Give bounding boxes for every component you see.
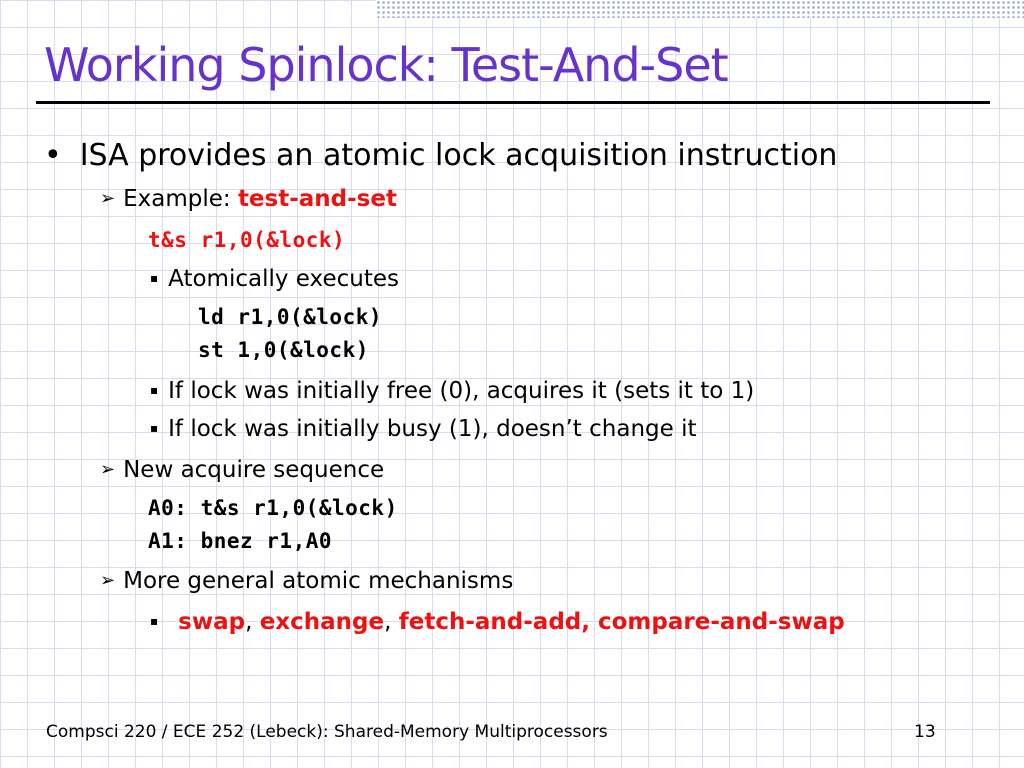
bullet-isa — [44, 138, 837, 173]
page-number: 13 — [914, 722, 936, 742]
atomically-text: Atomically executes — [168, 266, 399, 292]
code-st: st 1,0(&lock) — [198, 338, 369, 362]
mech-swap: swap — [178, 609, 246, 635]
free-text: If lock was initially free (0), acquires it (sets it to 1) — [168, 378, 755, 404]
busy-text: If lock was initially busy (1), doesn’t change it — [168, 416, 697, 442]
example-prefix: Example: — [123, 186, 238, 212]
sub-bullet-new-acquire — [100, 457, 384, 483]
sub-bullet-more-general — [100, 568, 513, 594]
slide-title: Working Spinlock: Test-And-Set — [44, 38, 728, 92]
mech-exchange: exchange — [259, 609, 385, 635]
bullet-text: ISA provides an atomic lock acquisition instruction — [79, 138, 838, 173]
square-bullet-icon: ▪ — [150, 614, 159, 628]
code-tas: t&s r1,0(&lock) — [148, 228, 346, 252]
sub-sub-bullet-atomically — [150, 266, 399, 292]
arrow-bullet-icon: ➢ — [100, 570, 116, 591]
code-a0: A0: t&s r1,0(&lock) — [148, 496, 398, 520]
mech-separator: , — [384, 609, 399, 635]
code-ld: ld r1,0(&lock) — [198, 305, 383, 329]
code-a1: A1: bnez r1,A0 — [148, 529, 333, 553]
square-bullet-icon: ▪ — [150, 421, 159, 435]
title-underline — [36, 101, 990, 104]
new-acquire-text: New acquire sequence — [123, 457, 385, 483]
sub-sub-bullet-mechanisms — [150, 609, 845, 635]
footer-course: Compsci 220 / ECE 252 (Lebeck): Shared-Memory Multiprocessors — [46, 722, 608, 742]
mech-rest: fetch-and-add, compare-and-swap — [398, 609, 845, 635]
decorative-dot-pattern — [376, 0, 1024, 18]
more-general-text: More general atomic mechanisms — [123, 568, 514, 594]
sub-bullet-example — [100, 186, 397, 212]
sub-sub-bullet-busy — [150, 416, 697, 442]
square-bullet-icon: ▪ — [150, 271, 159, 285]
bullet-icon: • — [44, 138, 62, 173]
square-bullet-icon: ▪ — [150, 383, 159, 397]
arrow-bullet-icon: ➢ — [100, 459, 116, 480]
example-name: test-and-set — [237, 186, 397, 212]
mech-separator: , — [245, 609, 260, 635]
arrow-bullet-icon: ➢ — [100, 188, 116, 209]
sub-sub-bullet-free — [150, 378, 754, 404]
